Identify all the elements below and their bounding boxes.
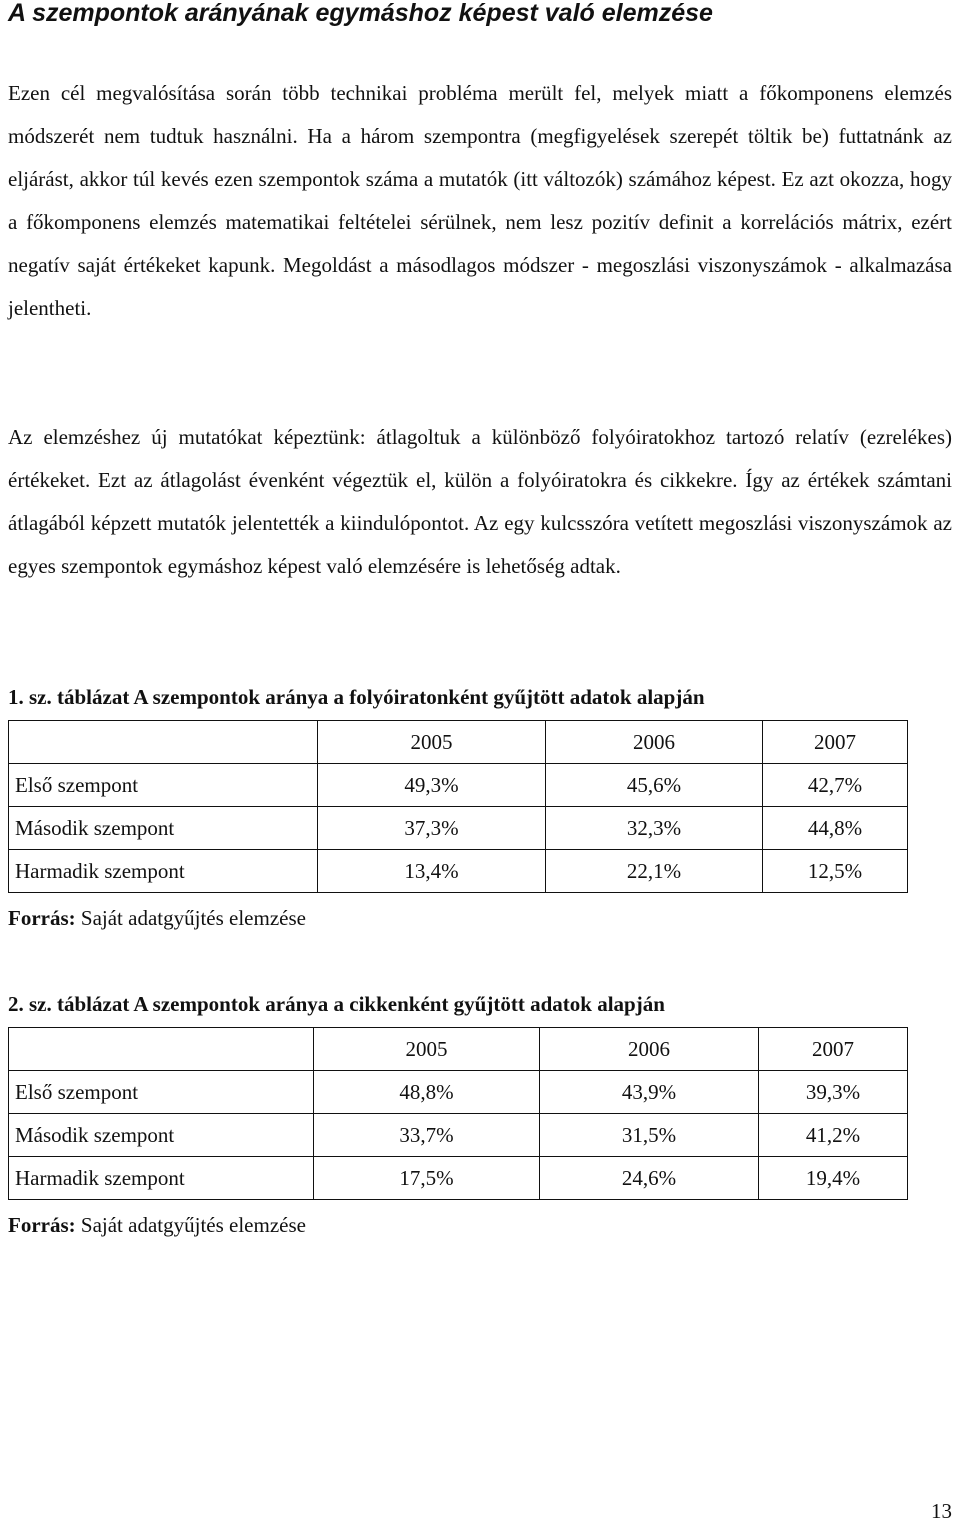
table-caption: 1. sz. táblázat A szempontok aránya a folyóiratonként gyűjtött adatok alapján bbox=[8, 685, 705, 709]
data-table bbox=[8, 1027, 908, 1200]
table-row bbox=[9, 764, 908, 807]
table-cell: 22,1% bbox=[546, 850, 763, 893]
table-header-cell: 2006 bbox=[540, 1028, 759, 1071]
table-row-label: Második szempont bbox=[9, 1114, 314, 1157]
table-caption: 2. sz. táblázat A szempontok aránya a cikkenként gyűjtött adatok alapján bbox=[8, 992, 665, 1016]
table-cell: 45,6% bbox=[546, 764, 763, 807]
source-label: Forrás: bbox=[8, 1213, 76, 1237]
table-cell: 31,5% bbox=[540, 1114, 759, 1157]
table-row bbox=[9, 1157, 908, 1200]
page-number: 13 bbox=[931, 1499, 952, 1523]
table-row bbox=[9, 1114, 908, 1157]
table-cell: 49,3% bbox=[318, 764, 546, 807]
table-source bbox=[8, 903, 306, 933]
table-cell: 41,2% bbox=[759, 1114, 908, 1157]
source-label: Forrás: bbox=[8, 906, 76, 930]
table-row-label: Első szempont bbox=[9, 1071, 314, 1114]
table-row bbox=[9, 807, 908, 850]
table-row-label: Harmadik szempont bbox=[9, 1157, 314, 1200]
table-header-row bbox=[9, 1028, 908, 1071]
table-row-label: Első szempont bbox=[9, 764, 318, 807]
table-cell: 32,3% bbox=[546, 807, 763, 850]
table-row bbox=[9, 850, 908, 893]
table-row-label: Harmadik szempont bbox=[9, 850, 318, 893]
table-header-cell bbox=[9, 721, 318, 764]
table-header-cell: 2007 bbox=[759, 1028, 908, 1071]
section-heading: A szempontok arányának egymáshoz képest való elemzése bbox=[8, 0, 713, 27]
table-header-cell: 2006 bbox=[546, 721, 763, 764]
table-row bbox=[9, 1071, 908, 1114]
table-cell: 33,7% bbox=[314, 1114, 540, 1157]
table-header-row bbox=[9, 721, 908, 764]
table-cell: 43,9% bbox=[540, 1071, 759, 1114]
table-header-cell: 2005 bbox=[314, 1028, 540, 1071]
table-row-label: Második szempont bbox=[9, 807, 318, 850]
table-cell: 19,4% bbox=[759, 1157, 908, 1200]
table-cell: 48,8% bbox=[314, 1071, 540, 1114]
table-cell: 37,3% bbox=[318, 807, 546, 850]
table-cell: 42,7% bbox=[763, 764, 908, 807]
table-header-cell bbox=[9, 1028, 314, 1071]
table-cell: 24,6% bbox=[540, 1157, 759, 1200]
source-text: Saját adatgyűjtés elemzése bbox=[75, 906, 306, 930]
table-cell: 44,8% bbox=[763, 807, 908, 850]
table-cell: 17,5% bbox=[314, 1157, 540, 1200]
table-source bbox=[8, 1210, 306, 1240]
data-table bbox=[8, 720, 908, 893]
table-cell: 13,4% bbox=[318, 850, 546, 893]
table-header-cell: 2005 bbox=[318, 721, 546, 764]
source-text: Saját adatgyűjtés elemzése bbox=[75, 1213, 306, 1237]
paragraph: Az elemzéshez új mutatókat képeztünk: átlagoltuk a különböző folyóiratokhoz tartozó relatív (ezrelékes) értékeket. Ezt az átlagolást évenként végeztük el, külön a folyóiratokra és cikkekre. Így az értékek számtani átlagából képzett mutatók jelentették a kiindulópontot. Az egy kulcsszóra vetített megoszlási viszonyszámok az egyes szempontok egymáshoz képest való elemzésére is lehetőség adtak. bbox=[8, 425, 952, 578]
table-header-cell: 2007 bbox=[763, 721, 908, 764]
paragraph: Ezen cél megvalósítása során több technikai probléma merült fel, melyek miatt a főkomponens elemzés módszerét nem tudtuk használni. Ha a három szempontra (megfigyelések szerepét töltik be) futtatnánk az eljárást, akkor túl kevés ezen szempontok száma a mutatók (itt változók) számához képest. Ez azt okozza, hogy a főkomponens elemzés matematikai feltételei sérülnek, nem lesz pozitív definit a korrelációs mátrix, ezért negatív saját értékeket kapunk. Megoldást a másodlagos módszer - megoszlási viszonyszámok - alkalmazása jelentheti. bbox=[8, 81, 952, 320]
table-cell: 39,3% bbox=[759, 1071, 908, 1114]
table-cell: 12,5% bbox=[763, 850, 908, 893]
